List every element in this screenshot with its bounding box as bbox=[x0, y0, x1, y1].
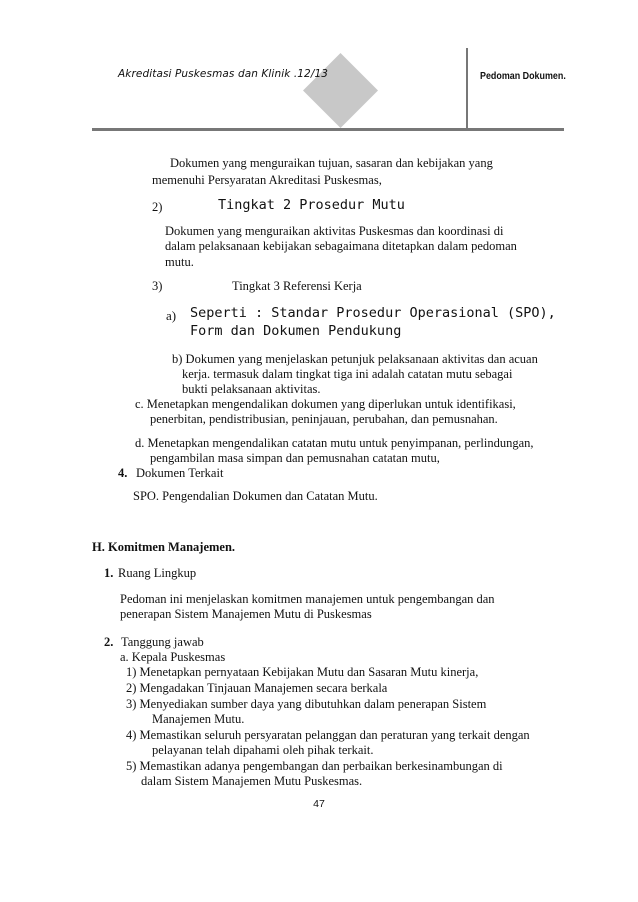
list-text: Seperti : Standar Prosedur Operasional (SPO), bbox=[190, 305, 556, 321]
list-item: 5) Memastikan adanya pengembangan dan perbaikan berkesinambungan di bbox=[126, 759, 503, 773]
paragraph-line: Dokumen yang menguraikan aktivitas Puskesmas dan koordinasi di bbox=[165, 224, 504, 238]
list-letter: a) bbox=[166, 308, 177, 323]
list-number: 2) bbox=[152, 200, 163, 214]
paragraph-line: memenuhi Persyaratan Akreditasi Puskesmas, bbox=[152, 173, 382, 187]
list-number: 2. bbox=[104, 635, 114, 649]
list-text: d. Menetapkan mengendalikan catatan mutu untuk penyimpanan, perlindungan, bbox=[135, 436, 534, 450]
list-text: kerja. termasuk dalam tingkat tiga ini adalah catatan mutu sebagai bbox=[182, 367, 513, 381]
list-item: dalam Sistem Manajemen Mutu Puskesmas. bbox=[141, 774, 363, 788]
header-title: Akreditasi Puskesmas dan Klinik .12/13 bbox=[118, 68, 329, 80]
list-number: 3) bbox=[152, 279, 163, 293]
list-item: 3) Menyediakan sumber daya yang dibutuhkan dalam penerapan Sistem bbox=[126, 697, 487, 711]
paragraph-line: SPO. Pengendalian Dokumen dan Catatan Mutu. bbox=[133, 489, 378, 503]
subheading: Tingkat 3 Referensi Kerja bbox=[232, 279, 362, 293]
list-number: 4. bbox=[118, 466, 128, 480]
list-item: Manajemen Mutu. bbox=[152, 712, 245, 726]
list-item: 4) Memastikan seluruh persyaratan pelanggan dan peraturan yang terkait dengan bbox=[126, 728, 530, 742]
subheading: Tingkat 2 Prosedur Mutu bbox=[218, 197, 405, 213]
subheading: Ruang Lingkup bbox=[118, 566, 197, 580]
page-number: 47 bbox=[313, 798, 325, 810]
text-line: Dokumen yang menguraikan tujuan, sasaran dan kebijakan yang bbox=[170, 156, 493, 170]
header-section-label: Pedoman Dokumen. bbox=[480, 70, 566, 82]
list-text: bukti pelaksanaan aktivitas. bbox=[182, 382, 321, 396]
list-item: 2) Mengadakan Tinjauan Manajemen secara berkala bbox=[126, 681, 388, 695]
paragraph-line: penerapan Sistem Manajemen Mutu di Puskesmas bbox=[120, 607, 372, 621]
paragraph-line bbox=[170, 157, 564, 170]
list-text: b) Dokumen yang menjelaskan petunjuk pelaksanaan aktivitas dan acuan bbox=[172, 352, 538, 366]
list-text: Form dan Dokumen Pendukung bbox=[190, 323, 402, 339]
section-heading: H. Komitmen Manajemen. bbox=[92, 540, 236, 554]
list-text: a. Kepala Puskesmas bbox=[120, 650, 226, 664]
subheading: Tanggung jawab bbox=[121, 635, 204, 649]
list-number: 1. bbox=[104, 566, 114, 580]
list-item: 1) Menetapkan pernyataan Kebijakan Mutu dan Sasaran Mutu kinerja, bbox=[126, 665, 479, 679]
header-rule bbox=[92, 128, 564, 131]
paragraph-line: dalam pelaksanaan kebijakan sebagaimana ditetapkan dalam pedoman bbox=[165, 239, 517, 253]
header-divider-vertical bbox=[466, 48, 468, 130]
header-diamond-ornament bbox=[303, 53, 378, 128]
subheading: Dokumen Terkait bbox=[136, 466, 224, 480]
list-text: c. Menetapkan mengendalikan dokumen yang diperlukan untuk identifikasi, bbox=[135, 397, 516, 411]
paragraph-line: mutu. bbox=[165, 255, 194, 269]
list-item: pelayanan telah dipahami oleh pihak terkait. bbox=[152, 743, 374, 757]
list-text: penerbitan, pendistribusian, peninjauan, perubahan, dan pemusnahan. bbox=[150, 412, 498, 426]
paragraph-line: Pedoman ini menjelaskan komitmen manajemen untuk pengembangan dan bbox=[120, 592, 495, 606]
list-text: pengambilan masa simpan dan pemusnahan catatan mutu, bbox=[150, 451, 440, 465]
